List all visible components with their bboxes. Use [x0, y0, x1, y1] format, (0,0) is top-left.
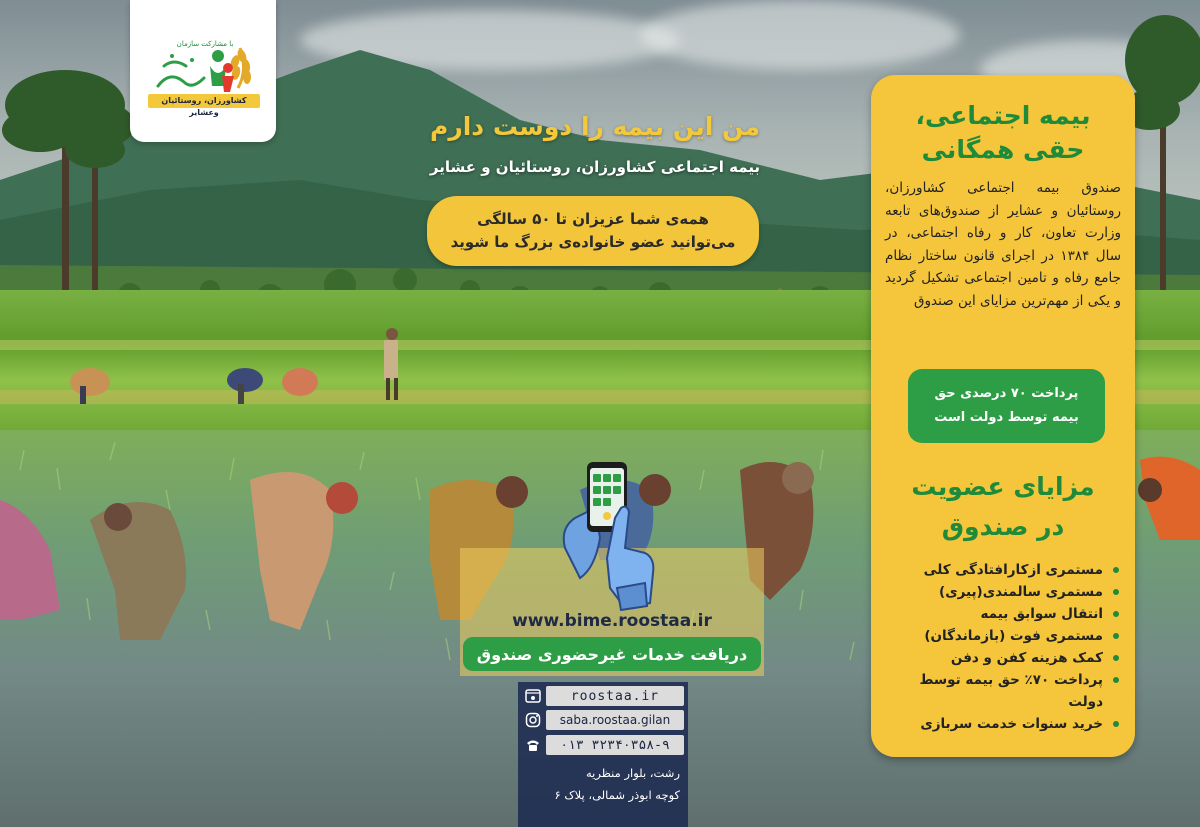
list-item: کمک هزینه کفن و دفن	[893, 647, 1121, 669]
info-title-line2: حقی همگانی	[921, 135, 1085, 164]
list-item: پرداخت ۷۰٪ حق بیمه توسط دولت	[893, 669, 1121, 713]
contact-instagram-row[interactable]	[524, 710, 684, 730]
contact-instagram[interactable]: saba.roostaa.gilan	[546, 710, 684, 730]
list-item: انتقال سوابق بیمه	[893, 603, 1121, 625]
info-description: صندوق بیمه اجتماعی کشاورزان، روستائیان و عشایر از صندوق‌های تابعه وزارت تعاون، کار و رفاه اجتماعی، در سال ۱۳۸۴ در اجرای قانون ساختار نظام جامع رفاه و تامین اجتماعی تشکیل گردید و یکی از مهم‌ترین مزایای این صندوق	[885, 180, 1122, 309]
contact-website[interactable]: roostaa.ir	[546, 686, 684, 706]
contact-address	[526, 762, 680, 806]
phone-icon	[524, 736, 542, 754]
address-line2: کوچه ابوذر شمالی، پلاک ۶	[554, 788, 680, 802]
info-title-line1: بیمه اجتماعی،	[915, 101, 1091, 130]
list-item: خرید سنوات خدمت سربازی	[893, 713, 1121, 735]
government-subsidy-badge: پرداخت ۷۰ درصدی حق بیمه توسط دولت است	[908, 369, 1105, 443]
farmers	[0, 320, 900, 660]
benefits-title	[871, 467, 1135, 547]
logo-emblem-icon	[130, 0, 276, 142]
online-services-button[interactable]: دریافت خدمات غیرحضوری صندوق	[463, 637, 761, 671]
page-subheadline: بیمه اجتماعی کشاورزان، روستائیان و عشایر	[429, 158, 761, 176]
fund-logo[interactable]	[130, 0, 276, 142]
web-icon	[524, 687, 542, 705]
page-headline: من این بیمه را دوست دارم	[430, 112, 760, 141]
benefits-title-line2: در صندوق	[941, 512, 1065, 541]
benefits-list	[893, 559, 1121, 735]
list-item: مستمری سالمندی(پیری)	[893, 581, 1121, 603]
age-eligibility-banner: همه‌ی شما عزیزان تا ۵۰ سالگی می‌توانید عضو خانواده‌ی بزرگ ما شوید	[427, 196, 759, 266]
benefits-title-line1: مزایای عضویت	[911, 472, 1095, 501]
info-title	[871, 99, 1135, 167]
info-card	[871, 75, 1135, 757]
contact-phone[interactable]: ۰۱۳ ۳۲۳۴۰۳۵۸-۹	[546, 735, 684, 755]
website-url[interactable]: www.bime.roostaa.ir	[512, 611, 712, 631]
smartphone-icon	[555, 458, 675, 618]
hand-icon	[607, 507, 653, 610]
list-item: مستمری فوت (بازماندگان)	[893, 625, 1121, 647]
contact-phone-row[interactable]	[524, 735, 684, 755]
list-item: مستمری ازکارافتادگی کلی	[893, 559, 1121, 581]
farmer-right	[1130, 450, 1200, 570]
contact-website-row[interactable]	[524, 686, 684, 706]
logo-tagline: کشاورزان، روستائیان وعشایر	[161, 96, 247, 117]
instagram-icon	[524, 711, 542, 729]
address-line1: رشت، بلوار منظریه	[586, 766, 680, 780]
logo-small-line: با مشارکت سازمان	[176, 40, 234, 48]
